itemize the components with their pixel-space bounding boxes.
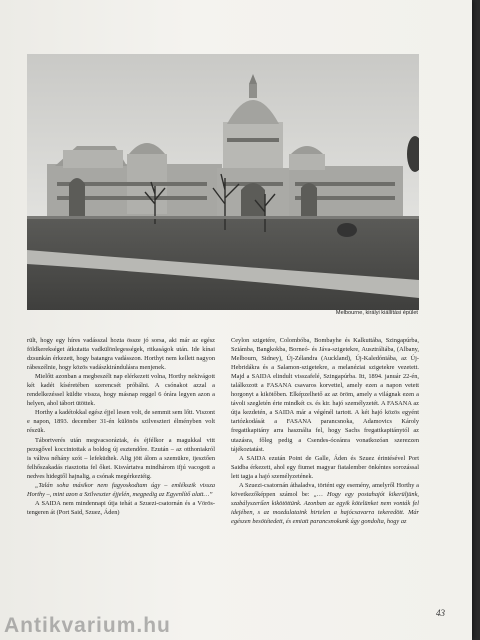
- watermark-text: Antikvarium.hu: [4, 614, 171, 637]
- paragraph: A SAIDA nem mindennapi útja tehát a Szuezi-csatornán és a Vörös-tengeren át (Port Said, Szuez, Áden): [27, 499, 215, 516]
- exhibition-building-photo: [27, 54, 419, 310]
- paragraph-text: A Szuezi-csatornán áthaladva, történt egy esemény, amelyről Horthy a következőképpen számol be:: [231, 481, 419, 498]
- photo-caption: Melbourne, királyi kiállítási épület: [335, 310, 418, 316]
- exhibition-building-illustration: [27, 54, 419, 310]
- quote-paragraph: „Talán soha másikor nem fagyoskodtam úgy – emlékszik vissza Horthy –, mint azon a Szilveszter éjjelén, megpedig az Egyenlítő alatt…”: [27, 481, 215, 498]
- paragraph: Mielőtt azonban a megbeszélt nap elérkezett volna, Horthy nekivágott két kadét kíséretében szerencsét próbálni. A csónakot azzal a rendelkezéssel küldte vissza, hogy másnap reggel 6 órára legyen azon a helyen, ahol tábort ütöttek.: [27, 373, 215, 408]
- quote-text: „… Hogy egy postahajót kikerüljünk, szabályszerűen kikötöttünk. Azonban az egyik kötelünket nem vonták fel idejében, s az mozdulataink hirtelen a hajócsavarra tekeredött. Már egészen besötétedett, és emiatt parancsnokunk úgy gondolta, hogy az: [231, 490, 419, 525]
- paragraph: Ceylon szigetére, Colombóba, Bombayhe és Kalkuttába, Szingapúrba, Sziámba, Bangkokba, Borneó- és Jáva-szigetekre, Ausztráliába, (Albany, Melbourn, Sidney), Új-Zélandra (Auckland), Új-Kaledóniába, az Új-Hebridákra és a Salamon-szigetekre, a melanéziai szigetekre vezetett. Majd a SAIDA elindult visszafelé, Szingapúrba. Itt, 1894. január 22-én, találkozott a FASANA csavaros korvettel, amely ezen a napon vetett horgonyt a kikötőben. Elképzelhető az az öröm, amely a világnak ezen a távoli szegletén érte mindkét cs. és kir. hajó személyzetét. A FASANA az útja kezdetén, a SAIDA már a végénél tartott. A két hajó közös egyént tartózkodását a FASANA parancsnoka, Adamovics Károly fregattkapitány arra használta fel, hogy Sachs fregattkapitánytól az utazásra, főleg pedig a Csendes-óceánra vonatkozóan szerezzen tájékoztatást.: [231, 337, 419, 453]
- paragraph: A SAIDA ezután Point de Galle, Áden és Szuez érintésével Port Saidba érkezett, ahol egy fiumei magyar fiatalember önkéntes sorozással lett tagja a hajó személyzetének.: [231, 454, 419, 480]
- paragraph: rült, hogy egy híres vadásszal hozta össze jó sorsa, aki már az egész földkerekséget átkutatta vadkülönlegességek, ritkaságok után. Ide kínai dzsunkán érkezett, hogy batangra vadásszon. Horthyt nem kellett nagyon rábeszélnie, hogy közös vadászkirándulásra menjenek.: [27, 337, 215, 372]
- text-column-right: [231, 336, 419, 526]
- paragraph: [231, 481, 419, 526]
- paragraph: Horthy a kadétokkal egész éjjel lesen volt, de semmit sem lőtt. Viszont e napon, 1893. december 31-én különös szilveszteri élményben volt részük.: [27, 409, 215, 435]
- paragraph: Tábortverés után megvacsoráztak, és éjfélkor a magukkal vitt pezsgővel koccintottak a boldog új esztendőre. Ezután – az otthoniakról is váltva néhány szót – lefeküdtek. Alig jött álom a szemükre, ijesztően felhőszakadás riasztotta fel őket. Kisvártatva mindhárom ifjú vacogott a nedves hidegtől hajnalig, a csónak megérkeztéig.: [27, 436, 215, 480]
- page-number: 43: [436, 608, 445, 618]
- text-column-left: [27, 336, 215, 517]
